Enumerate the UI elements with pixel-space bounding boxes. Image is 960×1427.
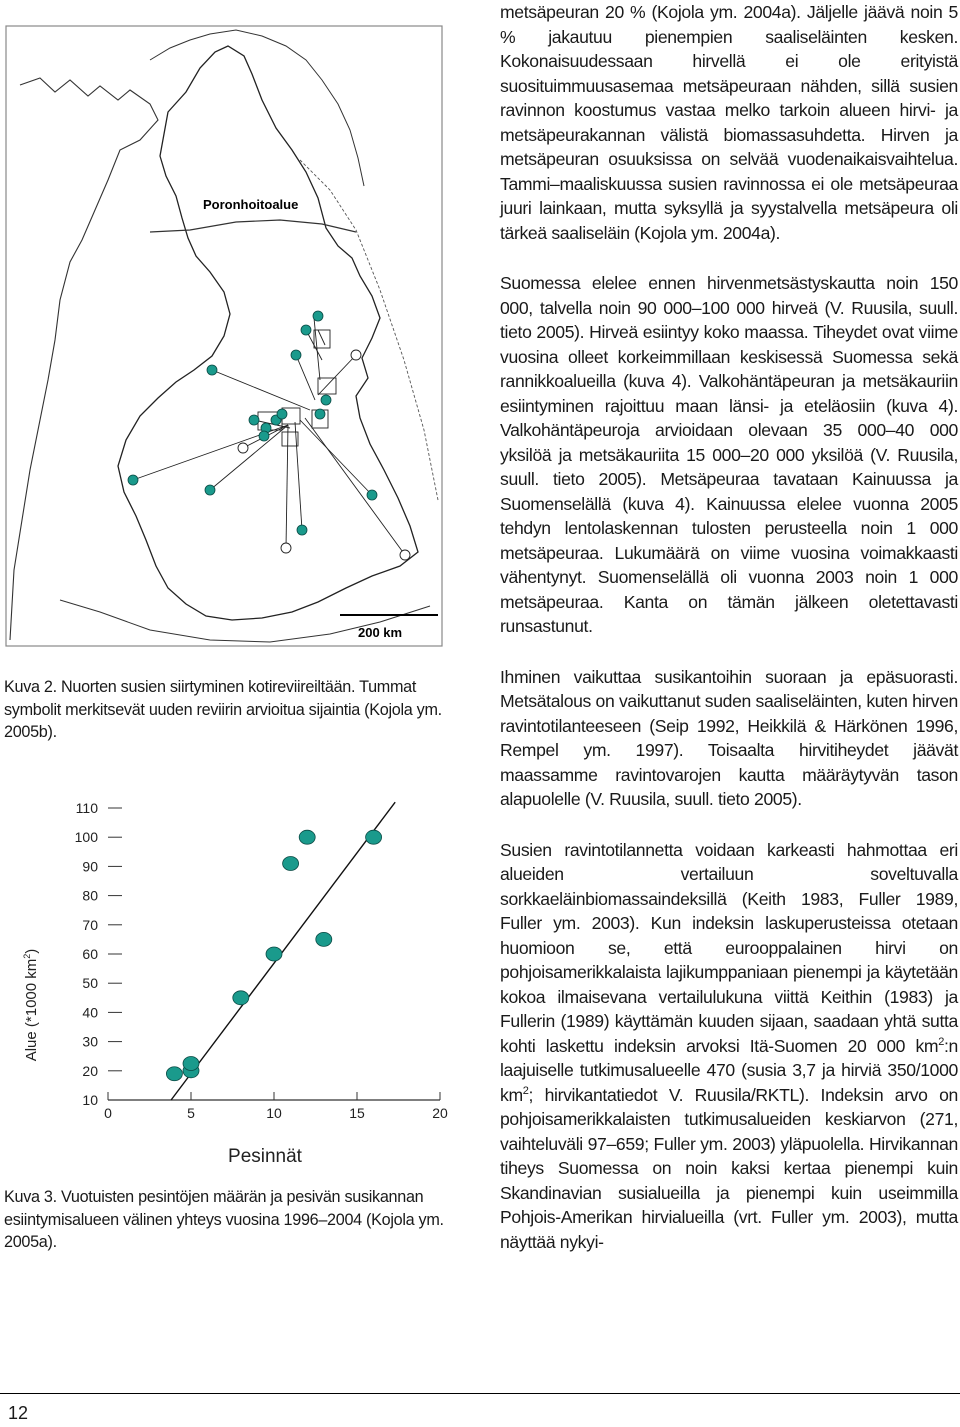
- chart-ylabel: Alue (*1000 $km^2$): [22, 948, 40, 1062]
- map-marker: [301, 325, 311, 335]
- chart-point: [316, 932, 332, 946]
- map-marker: [315, 409, 325, 419]
- chart-point: [283, 856, 299, 870]
- chart-point: [266, 947, 282, 961]
- chart-x-tick-label: 10: [266, 1105, 282, 1121]
- scatter-chart: [0, 780, 470, 1180]
- chart-xlabel: Pesinnät: [228, 1146, 302, 1167]
- chart-point: [166, 1067, 182, 1081]
- chart-point: [233, 991, 249, 1005]
- chart-y-tick-label: 50: [82, 975, 98, 992]
- map-scale-label: 200 km: [358, 625, 403, 640]
- map-marker-open: [238, 443, 248, 453]
- chart-y-tick-label: 60: [82, 946, 98, 962]
- chart-x-tick-label: 5: [187, 1105, 195, 1121]
- map-marker-open: [281, 543, 291, 553]
- map-marker-open: [351, 350, 361, 360]
- footer-rule: [0, 1393, 960, 1394]
- map-marker: [128, 475, 138, 485]
- chart-y-tick-label: 80: [82, 887, 98, 904]
- chart-y-tick-label: 10: [82, 1092, 98, 1108]
- map-marker: [249, 415, 259, 425]
- map-marker: [259, 431, 269, 441]
- page-number: 12: [8, 1403, 29, 1423]
- body-text-column: [500, 0, 958, 1280]
- map-marker-open: [400, 550, 410, 560]
- chart-y-tick-label: 110: [75, 800, 98, 816]
- map-region-label: Poronhoitoalue: [203, 197, 299, 212]
- chart-y-tick-label: 90: [82, 858, 98, 875]
- chart-x-tick-label: 0: [104, 1105, 112, 1121]
- map-marker: [297, 525, 307, 535]
- map-marker: [277, 409, 287, 419]
- chart-y-tick-label: 40: [82, 1004, 98, 1021]
- body-paragraph: metsäpeuran 20 % (Kojola ym. 2004a). Jäljelle jäävä noin 5 % jakautuu pienempien saaliseläinten kesken. Kokonaisuudessaan hirvellä ei ole erityistä suosituimmuusasemaa metsäpeuraan nähden, sillä susien ravinnon koostumus vastaa melko tarkoin alueen hirvi- ja metsäpeurakannan välistä biomassasuhdetta. Hirven ja metsäpeuran osuuksissa on selvää vuodenaikaisvaihtelua. Tammi–maaliskuussa susien ravinnossa ei ole metsäpeuraa juuri lainkaan, mutta syksyllä ja syystalvella metsäpeura oli tärkeä saaliseläin (Kojola ym. 2004a).: [500, 2, 958, 243]
- chart-trend-line: [171, 802, 395, 1100]
- chart-y-tick-label: 100: [74, 829, 98, 846]
- map-marker: [321, 395, 331, 405]
- chart-y-tick-label: 70: [82, 916, 98, 933]
- body-paragraph: Suomessa elelee ennen hirvenmetsästyskautta noin 150 000, talvella noin 90 000–100 000 hirveä (V. Ruusila, suull. tieto 2005). Hirveä esiintyy koko maassa. Tiheydet ovat viime vuosina olleet korkeimmillaan keskisessä Suomessa sekä rannikkoalueilla (kuva 4). Valkohäntäpeuran ja metsäkauriin esiintyminen rajoittuu maan länsi- ja eteläosiin (kuva 4). Valkohäntäpeuroja arvioidaan olevaan 35 000–40 000 yksilöä ja metsäkauriita 15 000–20 000 yksilöä (V. Ruusila, suull. tieto 2005). Metsäpeuraa tavataan Kainuussa ja Suomenselällä (kuva 4). Kainuussa elelee vuonna 2005 tehdyn lentolaskennan tulosten perusteella noin 1 000 metsäpeuraa. Lukumäärä on viime vuosina voimakkaasti vähentynyt. Suomenselällä oli vuonna 2003 noin 1 000 metsäpeuraa. Kanta on tämän jälkeen oletettavasti runsastunut.: [500, 273, 958, 636]
- map-marker: [313, 311, 323, 321]
- body-paragraph: Susien ravintotilannetta voidaan karkeasti hahmottaa eri alueiden vertailuun soveltuvalla sorkkaeläinbiomassaindeksillä (Keith 1983, Fuller 1989, Fuller ym. 2003). Kun indeksin laskuperusteissa otetaan huomioon se, että eurooppalainen hirvi on pohjoisamerikkalaista lajikumppaniaan pienempi ja käytetään kokoa ilmaisevana vertailulukuna viittä Keithin (1983) ja Fullerin (1989) käyttämän kuuden sijaan, saadaan yhtä suttа kohti laskettu indeksin arvoksi Itä-Suomen 20 000 $km^2:n$ laajuiselle tutkimusalueelle 470 (susia 3,7 ja hirviä 350/1000 $km^2$; hirvikantatiedot V. Ruusila/RKTL). Indeksin arvo on pohjoisamerikkalaisten tutkimusalueiden keskiarvon (271, vaihteluväli 97–659; Fuller ym. 2003) yläpuolella. Hirvikannan tiheys Suomessa on noin kaksi kertaa pienempi kuin Skandinavian susialueilla ja pienempi kuin useimmilla Pohjois-Amerikan hirvialueilla (vrt. Fuller ym. 2003), mutta näyttää nykyi-: [500, 839, 958, 1252]
- body-paragraph: Ihminen vaikuttaa susikantoihin suoraan ja epäsuorasti. Metsätalous on vaikuttanut suden saaliseläinten, kuten hirven ravintotilanteeseen (Seip 1992, Heikkilä & Härkönen 1996, Rempel ym. 1997). Toisaalta hirvitiheydet jäävät maassamme ravintovarojen kautta määräytyvän tason alapuolelle (V. Ruusila, suull. tieto 2005).: [500, 666, 958, 809]
- chart-point: [183, 1057, 199, 1071]
- figure-2-caption: Kuva 2. Nuorten susien siirtyminen kotireviireiltään. Tummat symbolit merkitsevät uuden reviirin arvioitua sijaintia (Kojola ym. 2005b).: [4, 678, 442, 741]
- map-figure: [0, 0, 445, 650]
- chart-x-tick-label: 20: [432, 1105, 448, 1121]
- chart-x-tick-label: 15: [349, 1105, 365, 1121]
- map-marker: [291, 350, 301, 360]
- chart-y-tick-label: 30: [82, 1033, 98, 1050]
- chart-point: [299, 830, 315, 844]
- map-marker: [367, 490, 377, 500]
- chart-point: [366, 830, 382, 844]
- figure-3-caption: Kuva 3. Vuotuisten pesintöjen määrän ja pesivän susikannan esiintymisalueen välinen yhteys vuosina 1996–2004 (Kojola ym. 2005a).: [4, 1188, 444, 1251]
- chart-y-tick-label: 20: [82, 1062, 98, 1079]
- map-marker: [205, 485, 215, 495]
- map-marker: [207, 365, 217, 375]
